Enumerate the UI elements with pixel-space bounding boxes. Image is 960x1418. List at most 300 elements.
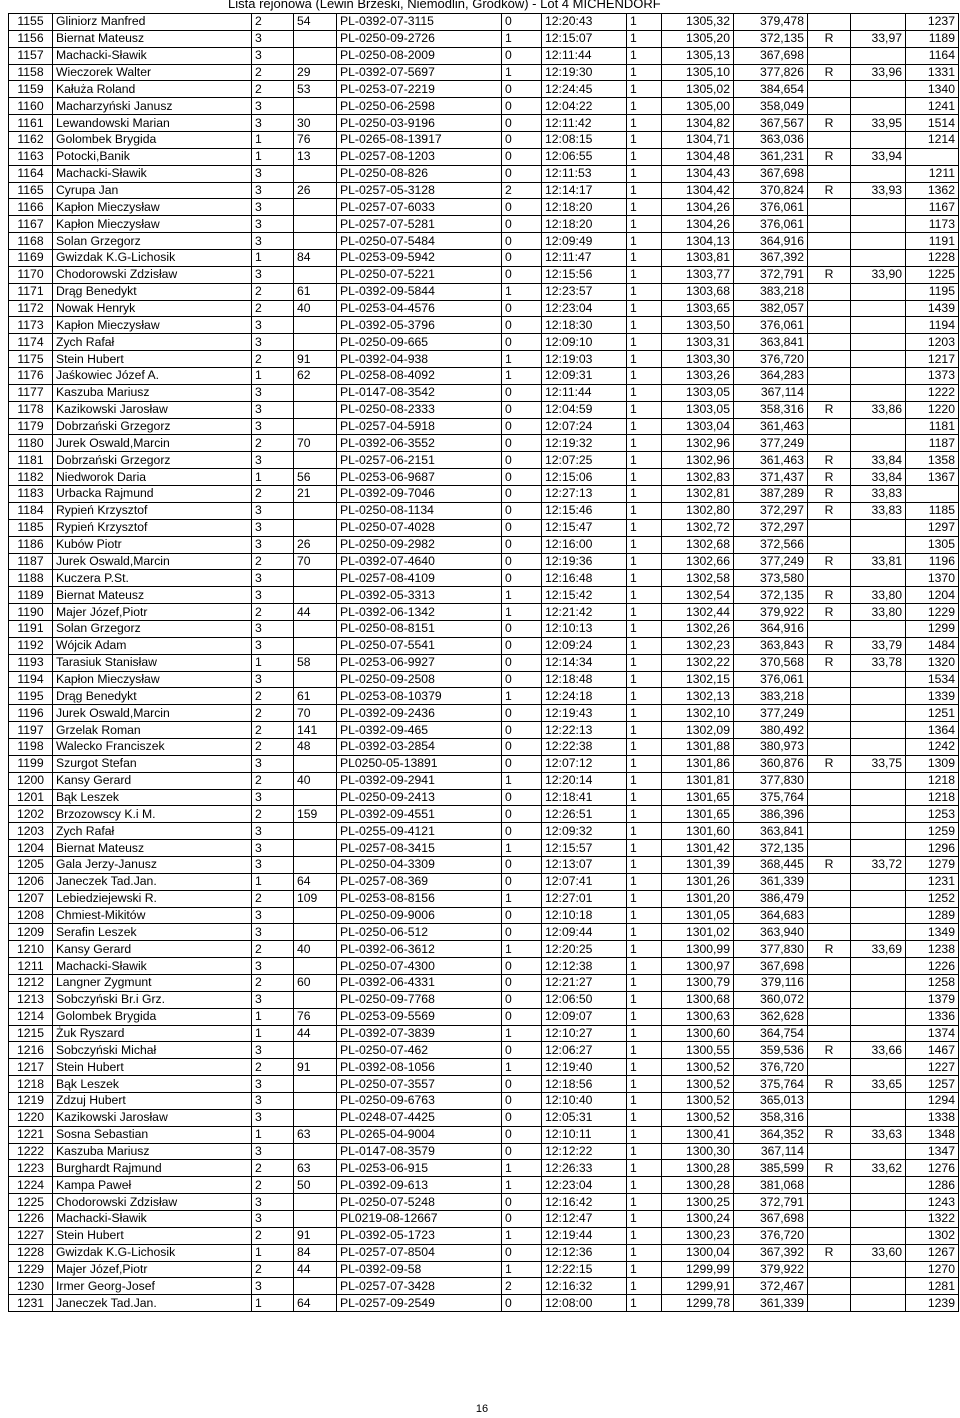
- cell-coefficient: [851, 705, 906, 722]
- cell-mark: 0: [502, 384, 542, 401]
- cell-speed: 1302,83: [662, 469, 734, 486]
- cell-ranking-extra: 1281: [906, 1278, 959, 1295]
- cell-coefficient: [851, 722, 906, 739]
- cell-ring-number: PL-0253-07-2219: [337, 81, 502, 98]
- cell-count: 1: [627, 1025, 662, 1042]
- cell-section: 2: [252, 1261, 294, 1278]
- cell-fancier-no: [294, 98, 337, 115]
- table-row: [9, 418, 959, 435]
- cell-coefficient: [851, 300, 906, 317]
- cell-fancier: Bąk Leszek: [53, 789, 252, 806]
- cell-ring-number: PL-0257-08-1203: [337, 148, 502, 165]
- cell-ring-number: PL-0257-08-3415: [337, 840, 502, 857]
- cell-distance: 358,316: [734, 401, 808, 418]
- cell-fancier-no: [294, 384, 337, 401]
- cell-section: 3: [252, 1211, 294, 1228]
- cell-position: 1194: [9, 671, 53, 688]
- table-row: [9, 233, 959, 250]
- cell-fancier-no: 70: [294, 705, 337, 722]
- cell-ring-number: PL-0392-03-2854: [337, 738, 502, 755]
- cell-coefficient: [851, 924, 906, 941]
- cell-speed: 1302,10: [662, 705, 734, 722]
- cell-result-flag: [808, 738, 851, 755]
- cell-mark: 0: [502, 907, 542, 924]
- cell-coefficient: [851, 823, 906, 840]
- cell-arrival-time: 12:15:56: [542, 266, 627, 283]
- cell-coefficient: [851, 789, 906, 806]
- cell-section: 3: [252, 587, 294, 604]
- cell-fancier-no: [294, 216, 337, 233]
- cell-result-flag: [808, 823, 851, 840]
- cell-distance: 370,568: [734, 654, 808, 671]
- cell-arrival-time: 12:27:01: [542, 890, 627, 907]
- cell-speed: 1305,13: [662, 47, 734, 64]
- cell-speed: 1304,26: [662, 199, 734, 216]
- cell-coefficient: [851, 435, 906, 452]
- cell-ranking-extra: 1467: [906, 1042, 959, 1059]
- cell-fancier: Gwizdak K.G-Lichosik: [53, 1244, 252, 1261]
- cell-section: 3: [252, 1042, 294, 1059]
- cell-count: 1: [627, 216, 662, 233]
- cell-distance: 360,876: [734, 755, 808, 772]
- cell-speed: 1302,44: [662, 604, 734, 621]
- table-row: [9, 958, 959, 975]
- cell-distance: 387,289: [734, 486, 808, 503]
- cell-speed: 1305,10: [662, 64, 734, 81]
- cell-section: 2: [252, 890, 294, 907]
- cell-section: 2: [252, 722, 294, 739]
- cell-position: 1229: [9, 1261, 53, 1278]
- cell-count: 1: [627, 1126, 662, 1143]
- cell-fancier: Lewandowski Marian: [53, 115, 252, 132]
- cell-result-flag: [808, 1093, 851, 1110]
- table-row: [9, 250, 959, 267]
- cell-distance: 380,973: [734, 738, 808, 755]
- cell-count: 1: [627, 974, 662, 991]
- table-row: [9, 806, 959, 823]
- table-row: [9, 300, 959, 317]
- cell-result-flag: R: [808, 148, 851, 165]
- cell-section: 1: [252, 1244, 294, 1261]
- cell-fancier: Grzelak Roman: [53, 722, 252, 739]
- cell-position: 1220: [9, 1109, 53, 1126]
- cell-fancier-no: [294, 1211, 337, 1228]
- cell-result-flag: [808, 250, 851, 267]
- cell-arrival-time: 12:10:13: [542, 620, 627, 637]
- cell-position: 1211: [9, 958, 53, 975]
- cell-ranking-extra: 1331: [906, 64, 959, 81]
- cell-distance: 363,036: [734, 132, 808, 149]
- cell-result-flag: [808, 233, 851, 250]
- cell-fancier-no: [294, 1109, 337, 1126]
- cell-section: 3: [252, 502, 294, 519]
- cell-position: 1187: [9, 553, 53, 570]
- cell-arrival-time: 12:15:46: [542, 502, 627, 519]
- cell-mark: 0: [502, 317, 542, 334]
- cell-ranking-extra: 1185: [906, 502, 959, 519]
- cell-fancier-no: 44: [294, 1261, 337, 1278]
- cell-fancier-no: [294, 620, 337, 637]
- cell-fancier-no: [294, 840, 337, 857]
- cell-arrival-time: 12:16:42: [542, 1194, 627, 1211]
- cell-ranking-extra: 1167: [906, 199, 959, 216]
- cell-position: 1188: [9, 570, 53, 587]
- table-row: [9, 1076, 959, 1093]
- cell-distance: 372,297: [734, 502, 808, 519]
- cell-result-flag: R: [808, 1160, 851, 1177]
- cell-fancier: Solan Grzegorz: [53, 620, 252, 637]
- cell-result-flag: [808, 806, 851, 823]
- table-row: [9, 266, 959, 283]
- cell-result-flag: [808, 81, 851, 98]
- cell-coefficient: 33,84: [851, 452, 906, 469]
- cell-fancier-no: 29: [294, 64, 337, 81]
- cell-distance: 364,916: [734, 233, 808, 250]
- cell-arrival-time: 12:23:04: [542, 1177, 627, 1194]
- cell-arrival-time: 12:10:40: [542, 1093, 627, 1110]
- cell-coefficient: [851, 620, 906, 637]
- cell-arrival-time: 12:12:36: [542, 1244, 627, 1261]
- cell-count: 1: [627, 300, 662, 317]
- cell-ring-number: PL-0265-04-9004: [337, 1126, 502, 1143]
- cell-count: 1: [627, 958, 662, 975]
- cell-distance: 377,830: [734, 941, 808, 958]
- table-row: [9, 317, 959, 334]
- cell-arrival-time: 12:10:27: [542, 1025, 627, 1042]
- cell-ranking-extra: [906, 148, 959, 165]
- table-row: [9, 722, 959, 739]
- cell-result-flag: [808, 384, 851, 401]
- cell-count: 1: [627, 30, 662, 47]
- cell-section: 3: [252, 47, 294, 64]
- cell-fancier-no: [294, 1076, 337, 1093]
- cell-fancier: Nowak Henryk: [53, 300, 252, 317]
- cell-mark: 0: [502, 502, 542, 519]
- cell-position: 1178: [9, 401, 53, 418]
- cell-speed: 1301,81: [662, 772, 734, 789]
- cell-position: 1231: [9, 1295, 53, 1312]
- cell-result-flag: [808, 1059, 851, 1076]
- cell-count: 1: [627, 772, 662, 789]
- cell-fancier-no: 26: [294, 182, 337, 199]
- cell-speed: 1300,52: [662, 1059, 734, 1076]
- cell-fancier-no: 109: [294, 890, 337, 907]
- cell-section: 1: [252, 1025, 294, 1042]
- cell-fancier-no: [294, 317, 337, 334]
- cell-fancier: Biernat Mateusz: [53, 30, 252, 47]
- cell-section: 2: [252, 300, 294, 317]
- cell-result-flag: R: [808, 637, 851, 654]
- cell-fancier: Golombek Brygida: [53, 1008, 252, 1025]
- cell-mark: 1: [502, 890, 542, 907]
- cell-speed: 1302,66: [662, 553, 734, 570]
- cell-speed: 1303,05: [662, 401, 734, 418]
- cell-arrival-time: 12:07:12: [542, 755, 627, 772]
- cell-position: 1212: [9, 974, 53, 991]
- cell-distance: 377,249: [734, 435, 808, 452]
- cell-arrival-time: 12:16:32: [542, 1278, 627, 1295]
- cell-section: 3: [252, 570, 294, 587]
- cell-fancier-no: [294, 755, 337, 772]
- cell-mark: 0: [502, 1143, 542, 1160]
- cell-distance: 372,135: [734, 30, 808, 47]
- cell-coefficient: [851, 1093, 906, 1110]
- cell-arrival-time: 12:20:25: [542, 941, 627, 958]
- cell-fancier-no: 61: [294, 283, 337, 300]
- cell-distance: 367,698: [734, 1211, 808, 1228]
- cell-mark: 0: [502, 469, 542, 486]
- cell-fancier: Sobczyński Br.i Grz.: [53, 991, 252, 1008]
- cell-mark: 1: [502, 840, 542, 857]
- cell-result-flag: [808, 368, 851, 385]
- cell-coefficient: 33,96: [851, 64, 906, 81]
- cell-coefficient: 33,80: [851, 604, 906, 621]
- cell-result-flag: R: [808, 1244, 851, 1261]
- table-row: [9, 856, 959, 873]
- cell-mark: 1: [502, 1261, 542, 1278]
- cell-section: 2: [252, 688, 294, 705]
- cell-fancier: Janeczek Tad.Jan.: [53, 873, 252, 890]
- cell-ranking-extra: 1217: [906, 351, 959, 368]
- cell-fancier-no: 63: [294, 1126, 337, 1143]
- cell-arrival-time: 12:20:43: [542, 14, 627, 31]
- cell-fancier: Kapłon Mieczysław: [53, 216, 252, 233]
- cell-mark: 1: [502, 30, 542, 47]
- cell-ranking-extra: 1270: [906, 1261, 959, 1278]
- cell-ring-number: PL-0250-08-2333: [337, 401, 502, 418]
- cell-section: 3: [252, 384, 294, 401]
- cell-fancier: Dobrzański Grzegorz: [53, 452, 252, 469]
- cell-result-flag: R: [808, 469, 851, 486]
- table-row: [9, 452, 959, 469]
- cell-coefficient: 33,83: [851, 486, 906, 503]
- cell-result-flag: [808, 789, 851, 806]
- cell-distance: 376,720: [734, 1059, 808, 1076]
- cell-speed: 1305,20: [662, 30, 734, 47]
- table-row: [9, 772, 959, 789]
- cell-result-flag: [808, 772, 851, 789]
- cell-fancier-no: [294, 587, 337, 604]
- cell-speed: 1303,26: [662, 368, 734, 385]
- cell-result-flag: [808, 300, 851, 317]
- cell-section: 1: [252, 469, 294, 486]
- cell-coefficient: 33,62: [851, 1160, 906, 1177]
- cell-ranking-extra: 1338: [906, 1109, 959, 1126]
- cell-section: 2: [252, 283, 294, 300]
- table-row: [9, 182, 959, 199]
- cell-fancier: Biernat Mateusz: [53, 840, 252, 857]
- cell-arrival-time: 12:09:10: [542, 334, 627, 351]
- cell-ranking-extra: 1534: [906, 671, 959, 688]
- cell-fancier: Kansy Gerard: [53, 941, 252, 958]
- cell-fancier: Chodorowski Zdzisław: [53, 266, 252, 283]
- page-title: Lista rejonowa (Lewin Brzeski, Niemodlin, Grodków) - Lot 4 MICHENDORF: [228, 0, 661, 11]
- cell-coefficient: [851, 873, 906, 890]
- cell-position: 1184: [9, 502, 53, 519]
- cell-fancier: Tarasiuk Stanisław: [53, 654, 252, 671]
- cell-mark: 1: [502, 1025, 542, 1042]
- cell-ring-number: PL-0392-07-3115: [337, 14, 502, 31]
- cell-result-flag: R: [808, 553, 851, 570]
- cell-coefficient: 33,93: [851, 182, 906, 199]
- cell-distance: 361,231: [734, 148, 808, 165]
- cell-coefficient: [851, 519, 906, 536]
- cell-mark: 0: [502, 1194, 542, 1211]
- cell-section: 1: [252, 250, 294, 267]
- cell-speed: 1301,05: [662, 907, 734, 924]
- cell-speed: 1303,50: [662, 317, 734, 334]
- cell-mark: 0: [502, 873, 542, 890]
- cell-count: 1: [627, 1227, 662, 1244]
- cell-mark: 1: [502, 1059, 542, 1076]
- cell-speed: 1304,26: [662, 216, 734, 233]
- cell-fancier: Bąk Leszek: [53, 1076, 252, 1093]
- cell-fancier: Gala Jerzy-Janusz: [53, 856, 252, 873]
- cell-speed: 1305,32: [662, 14, 734, 31]
- cell-speed: 1300,52: [662, 1076, 734, 1093]
- cell-mark: 0: [502, 1211, 542, 1228]
- cell-distance: 364,283: [734, 368, 808, 385]
- cell-position: 1158: [9, 64, 53, 81]
- cell-mark: 0: [502, 806, 542, 823]
- cell-ring-number: PL-0147-08-3542: [337, 384, 502, 401]
- cell-coefficient: [851, 1109, 906, 1126]
- cell-section: 1: [252, 1126, 294, 1143]
- cell-section: 2: [252, 738, 294, 755]
- table-row: [9, 148, 959, 165]
- cell-ring-number: PL-0392-09-613: [337, 1177, 502, 1194]
- cell-speed: 1302,96: [662, 435, 734, 452]
- cell-coefficient: [851, 283, 906, 300]
- cell-fancier-no: [294, 1042, 337, 1059]
- cell-coefficient: [851, 1059, 906, 1076]
- cell-distance: 377,830: [734, 772, 808, 789]
- cell-position: 1200: [9, 772, 53, 789]
- cell-mark: 0: [502, 620, 542, 637]
- cell-count: 1: [627, 368, 662, 385]
- cell-arrival-time: 12:19:36: [542, 553, 627, 570]
- cell-mark: 1: [502, 1160, 542, 1177]
- cell-coefficient: 33,84: [851, 469, 906, 486]
- cell-ranking-extra: 1181: [906, 418, 959, 435]
- cell-ring-number: PL-0257-07-3428: [337, 1278, 502, 1295]
- cell-fancier: Potocki,Banik: [53, 148, 252, 165]
- cell-position: 1168: [9, 233, 53, 250]
- cell-fancier: Stein Hubert: [53, 1227, 252, 1244]
- cell-fancier-no: [294, 165, 337, 182]
- cell-count: 1: [627, 469, 662, 486]
- cell-coefficient: [851, 974, 906, 991]
- cell-position: 1226: [9, 1211, 53, 1228]
- cell-arrival-time: 12:07:24: [542, 418, 627, 435]
- cell-result-flag: [808, 1261, 851, 1278]
- cell-mark: 0: [502, 1093, 542, 1110]
- cell-section: 3: [252, 452, 294, 469]
- cell-result-flag: R: [808, 502, 851, 519]
- cell-distance: 372,467: [734, 1278, 808, 1295]
- cell-coefficient: [851, 536, 906, 553]
- cell-fancier-no: 64: [294, 1295, 337, 1312]
- cell-distance: 383,218: [734, 688, 808, 705]
- cell-section: 1: [252, 1008, 294, 1025]
- cell-ring-number: PL-0250-09-2508: [337, 671, 502, 688]
- cell-ring-number: PL-0250-08-2009: [337, 47, 502, 64]
- cell-result-flag: [808, 14, 851, 31]
- cell-result-flag: R: [808, 1076, 851, 1093]
- cell-mark: 0: [502, 452, 542, 469]
- cell-count: 1: [627, 1211, 662, 1228]
- table-row: [9, 924, 959, 941]
- table-row: [9, 1227, 959, 1244]
- cell-position: 1182: [9, 469, 53, 486]
- table-row: [9, 1109, 959, 1126]
- cell-position: 1225: [9, 1194, 53, 1211]
- cell-coefficient: [851, 806, 906, 823]
- cell-ranking-extra: 1294: [906, 1093, 959, 1110]
- cell-arrival-time: 12:22:15: [542, 1261, 627, 1278]
- cell-position: 1181: [9, 452, 53, 469]
- cell-section: 3: [252, 907, 294, 924]
- cell-count: 1: [627, 1278, 662, 1295]
- cell-fancier-no: 159: [294, 806, 337, 823]
- cell-arrival-time: 12:07:41: [542, 873, 627, 890]
- cell-speed: 1303,81: [662, 250, 734, 267]
- cell-mark: 0: [502, 1126, 542, 1143]
- table-row: [9, 1126, 959, 1143]
- table-row: [9, 502, 959, 519]
- cell-ring-number: PL-0250-09-665: [337, 334, 502, 351]
- cell-result-flag: R: [808, 604, 851, 621]
- cell-result-flag: R: [808, 654, 851, 671]
- cell-count: 1: [627, 64, 662, 81]
- cell-fancier: Wójcik Adam: [53, 637, 252, 654]
- cell-coefficient: [851, 250, 906, 267]
- cell-arrival-time: 12:26:51: [542, 806, 627, 823]
- cell-distance: 360,072: [734, 991, 808, 1008]
- cell-position: 1204: [9, 840, 53, 857]
- cell-ranking-extra: 1194: [906, 317, 959, 334]
- cell-speed: 1300,28: [662, 1160, 734, 1177]
- cell-ranking-extra: 1218: [906, 772, 959, 789]
- cell-position: 1159: [9, 81, 53, 98]
- cell-fancier: Kaszuba Mariusz: [53, 384, 252, 401]
- cell-section: 3: [252, 1278, 294, 1295]
- cell-section: 2: [252, 1059, 294, 1076]
- cell-result-flag: [808, 519, 851, 536]
- cell-position: 1161: [9, 115, 53, 132]
- cell-result-flag: [808, 435, 851, 452]
- cell-ranking-extra: 1439: [906, 300, 959, 317]
- cell-ring-number: PL-0253-06-9687: [337, 469, 502, 486]
- cell-coefficient: 33,79: [851, 637, 906, 654]
- table-row: [9, 823, 959, 840]
- cell-speed: 1301,65: [662, 789, 734, 806]
- cell-count: 1: [627, 199, 662, 216]
- cell-speed: 1302,68: [662, 536, 734, 553]
- cell-speed: 1300,55: [662, 1042, 734, 1059]
- cell-count: 1: [627, 806, 662, 823]
- cell-count: 1: [627, 14, 662, 31]
- cell-ranking-extra: 1239: [906, 1295, 959, 1312]
- table-row: [9, 991, 959, 1008]
- table-row: [9, 199, 959, 216]
- cell-arrival-time: 12:19:03: [542, 351, 627, 368]
- cell-mark: 0: [502, 148, 542, 165]
- cell-speed: 1303,04: [662, 418, 734, 435]
- cell-speed: 1304,82: [662, 115, 734, 132]
- cell-coefficient: 33,83: [851, 502, 906, 519]
- cell-ring-number: PL-0392-06-3612: [337, 941, 502, 958]
